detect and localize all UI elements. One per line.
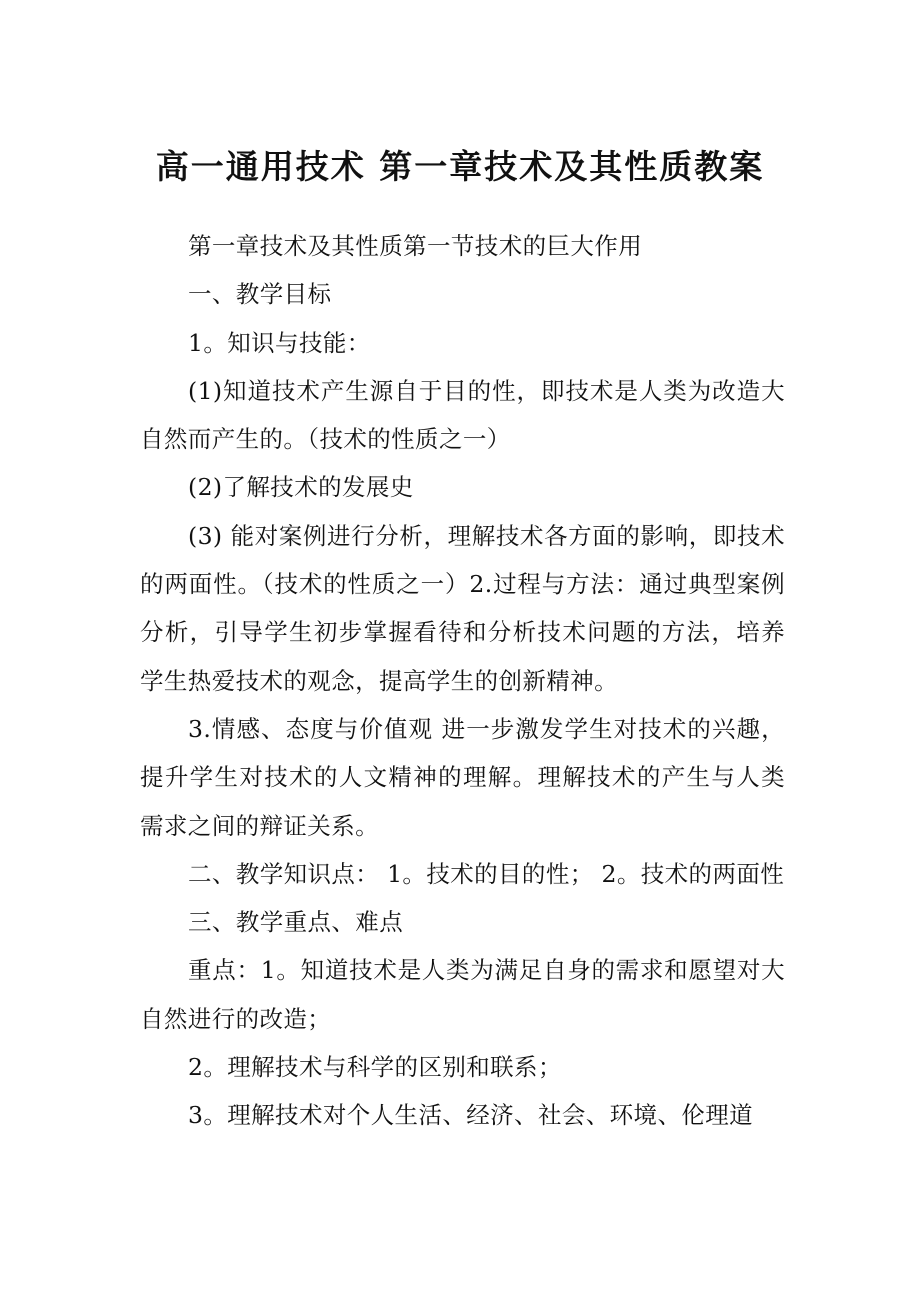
paragraph-goal-2: (2)了解技术的发展史 (188, 473, 414, 502)
section-heading-key-difficult-points: 三、教学重点、难点 (188, 908, 404, 937)
paragraph-goal-3: (3) 能对案例进行分析，理解技术各方面的影响，即技术的两面性。（技术的性质之一）2.过程与方法：通过典型案例分析，引导学生初步掌握看待和分析技术问题的方法，培养学生热爱技术的观念，提高学生的创新精神。 (140, 521, 785, 695)
document-title: 高一通用技术 第一章技术及其性质教案 (155, 147, 765, 186)
paragraph-goal-1: (1)知道技术产生源自于目的性，即技术是人类为改造大自然而产生的。（技术的性质之一） (140, 376, 785, 454)
section-heading-chapter: 第一章技术及其性质第一节技术的巨大作用 (188, 232, 643, 260)
paragraph-key-point-1: 重点：1。知道技术是人类为满足自身的需求和愿望对大自然进行的改造； (140, 956, 785, 1033)
section-heading-teaching-goals: 一、教学目标 (188, 280, 332, 309)
paragraph-emotion-attitude: 3.情感、态度与价值观 进一步激发学生对技术的兴趣，提升学生对技术的人文精神的理解。理解技术的产生与人类需求之间的辩证关系。 (140, 714, 785, 840)
section-heading-knowledge-points: 二、教学知识点： 1。技术的目的性； 2。技术的两面性 (188, 859, 785, 888)
paragraph-key-point-3: 3。理解技术对个人生活、经济、社会、环境、伦理道 (188, 1101, 754, 1130)
subheading-knowledge-skills: 1。知识与技能： (188, 328, 371, 357)
paragraph-key-point-2: 2。理解技术与科学的区别和联系； (188, 1053, 562, 1082)
document-body (140, 222, 785, 1140)
